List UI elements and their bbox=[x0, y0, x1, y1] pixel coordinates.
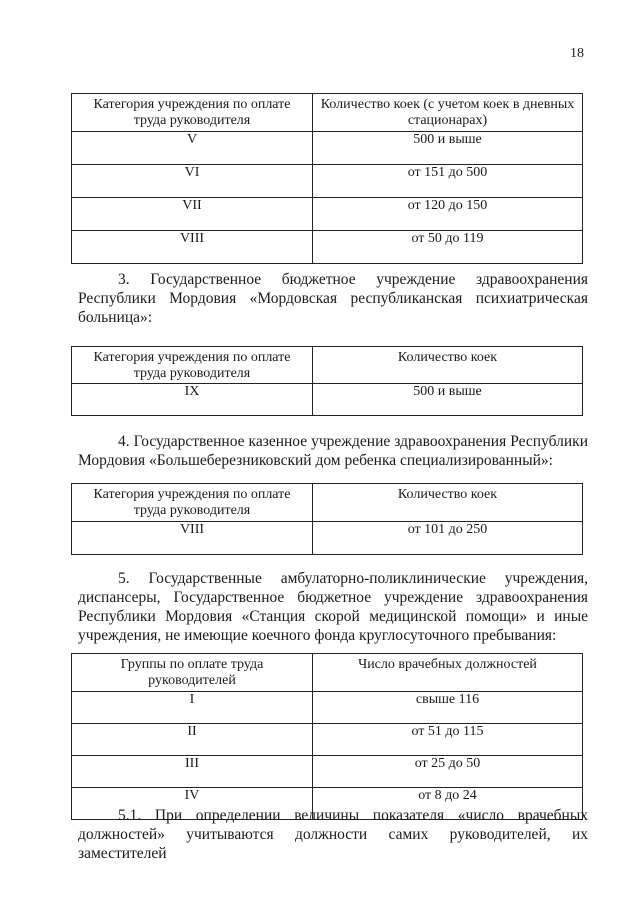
table-header-cell: Группы по оплате труда руководителей bbox=[72, 654, 313, 692]
table-row bbox=[72, 384, 583, 416]
table-header-cell: Категория учреждения по оплате труда руководителя bbox=[72, 94, 313, 132]
table-cell: VIII bbox=[72, 231, 313, 264]
table-header-row bbox=[72, 654, 583, 692]
table-row bbox=[72, 724, 583, 756]
table-row bbox=[72, 522, 583, 555]
table-cell: от 51 до 115 bbox=[313, 724, 583, 756]
table-cell: 500 и выше bbox=[313, 384, 583, 416]
page-number: 18 bbox=[570, 46, 584, 61]
table-cell: от 25 до 50 bbox=[313, 756, 583, 788]
table-header-row bbox=[72, 94, 583, 132]
table-row bbox=[72, 231, 583, 264]
table-cell: от 151 до 500 bbox=[313, 165, 583, 198]
table-header-cell: Количество коек bbox=[313, 347, 583, 384]
table-cell: IX bbox=[72, 384, 313, 416]
psychiatric-hospital-table bbox=[71, 346, 583, 416]
table-header-cell: Количество коек (с учетом коек в дневных стационарах) bbox=[313, 94, 583, 132]
table-header-row bbox=[72, 347, 583, 384]
table-header-cell: Количество коек bbox=[313, 484, 583, 522]
table-cell: I bbox=[72, 692, 313, 724]
table-header-cell: Категория учреждения по оплате труда руководителя bbox=[72, 347, 313, 384]
table-cell: IV bbox=[72, 788, 313, 820]
table-row bbox=[72, 165, 583, 198]
table-cell: VII bbox=[72, 198, 313, 231]
table-header-row bbox=[72, 484, 583, 522]
table-header-cell: Категория учреждения по оплате труда руководителя bbox=[72, 484, 313, 522]
table-cell: II bbox=[72, 724, 313, 756]
table-cell: VI bbox=[72, 165, 313, 198]
table-cell: от 50 до 119 bbox=[313, 231, 583, 264]
table-row bbox=[72, 756, 583, 788]
table-cell: V bbox=[72, 132, 313, 165]
childrens-home-table bbox=[71, 483, 583, 555]
beds-category-table bbox=[71, 93, 583, 264]
doctor-positions-table bbox=[71, 653, 583, 820]
table-cell: 500 и выше bbox=[313, 132, 583, 165]
paragraph-5: 5. Государственные амбулаторно-поликлинические учреждения, диспансеры, Государственное бюджетное учреждение здравоохранения Республики Мордовия «Станция скорой медицинской помощи» и иные учреждения, не имеющие коечного фонда круглосуточного пребывания: bbox=[78, 570, 588, 644]
table-cell: свыше 116 bbox=[313, 692, 583, 724]
table-cell: III bbox=[72, 756, 313, 788]
table-cell: VIII bbox=[72, 522, 313, 555]
table-cell: от 101 до 250 bbox=[313, 522, 583, 555]
paragraph-3: 3. Государственное бюджетное учреждение здравоохранения Республики Мордовия «Мордовская республиканская психиатрическая больница»: bbox=[78, 271, 588, 326]
table-row bbox=[72, 132, 583, 165]
table-row bbox=[72, 198, 583, 231]
paragraph-4: 4. Государственное казенное учреждение здравоохранения Республики Мордовия «Большеберезниковский дом ребенка специализированный»: bbox=[78, 433, 588, 469]
table-header-cell: Число врачебных должностей bbox=[313, 654, 583, 692]
table-cell: от 8 до 24 bbox=[313, 788, 583, 820]
table-cell: от 120 до 150 bbox=[313, 198, 583, 231]
table-row bbox=[72, 692, 583, 724]
paragraph-5-1: 5.1. При определении величины показателя «число врачебных должностей» учитываются должности самих руководителей, их заместителей bbox=[78, 807, 588, 862]
